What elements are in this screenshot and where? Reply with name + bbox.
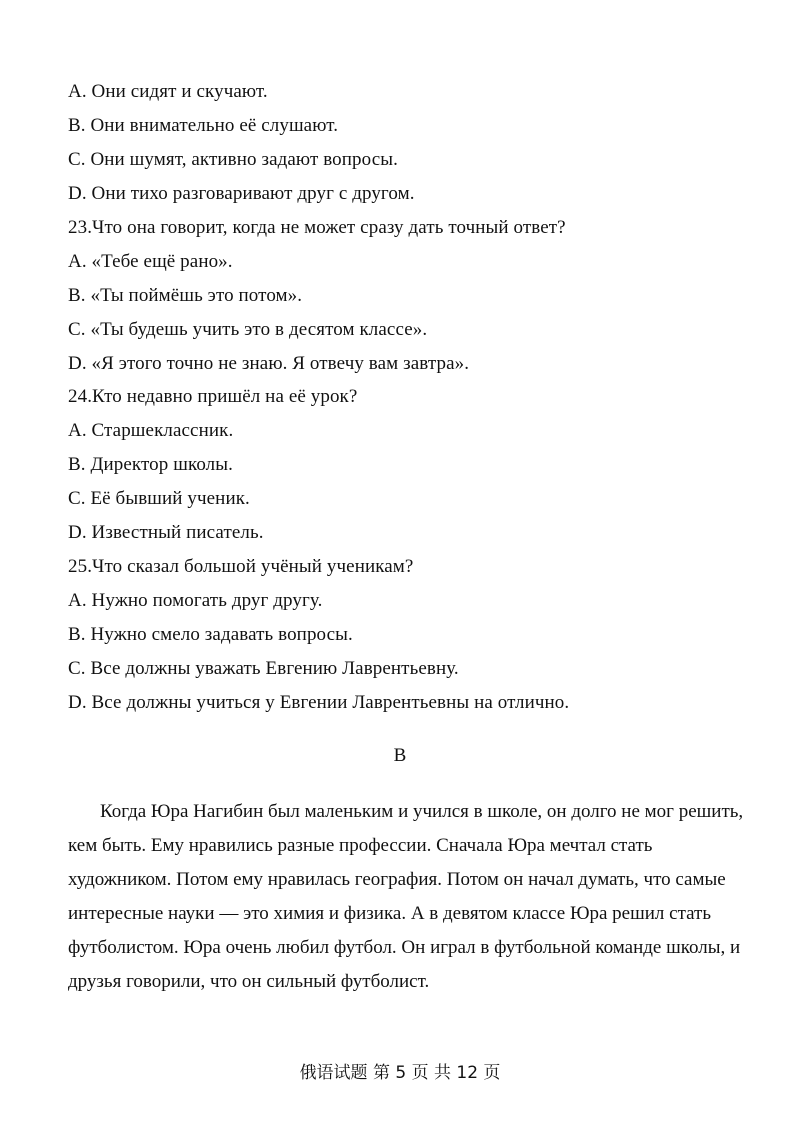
q25-option-d: D. Все должны учиться у Евгении Лаврентьевны на отлично. — [68, 692, 570, 713]
q25-question: 25.Что сказал большой учёный ученикам? — [68, 556, 414, 577]
q24-option-d: D. Известный писатель. — [68, 522, 264, 543]
q25-option-b: B. Нужно смело задавать вопросы. — [68, 624, 353, 645]
q23-option-a: A. «Тебе ещё рано». — [68, 251, 233, 272]
q25-option-c: C. Все должны уважать Евгению Лаврентьевну. — [68, 658, 459, 679]
page-footer: 俄语试题 第 5 页 共 12 页 — [299, 1063, 501, 1083]
passage-line: футболистом. Юра очень любил футбол. Он играл в футбольной команде школы, и — [68, 937, 741, 958]
q24-option-c: C. Её бывший ученик. — [68, 488, 250, 509]
section-b-heading: B — [393, 745, 407, 766]
q22-option-a: A. Они сидят и скучают. — [68, 81, 268, 102]
q24-question: 24.Кто недавно пришёл на её урок? — [68, 386, 358, 407]
q24-option-b: B. Директор школы. — [68, 454, 233, 475]
q22-option-c: C. Они шумят, активно задают вопросы. — [68, 149, 398, 170]
passage-line: кем быть. Ему нравились разные профессии. Сначала Юра мечтал стать — [68, 835, 653, 856]
q23-option-b: B. «Ты поймёшь это потом». — [68, 285, 303, 306]
passage-line: интересные науки — это химия и физика. А в девятом классе Юра решил стать — [68, 903, 712, 924]
passage-line: художником. Потом ему нравилась география. Потом он начал думать, что самые — [68, 869, 726, 890]
q23-option-c: C. «Ты будешь учить это в десятом классе». — [68, 319, 428, 340]
q22-option-b: B. Они внимательно её слушают. — [68, 115, 339, 136]
passage-line: друзья говорили, что он сильный футболист. — [68, 971, 430, 992]
q22-option-d: D. Они тихо разговаривают друг с другом. — [68, 183, 415, 204]
passage-line: Когда Юра Нагибин был маленьким и учился в школе, он долго не мог решить, — [100, 801, 744, 822]
q23-question: 23.Что она говорит, когда не может сразу дать точный ответ? — [68, 217, 566, 238]
q23-option-d: D. «Я этого точно не знаю. Я отвечу вам завтра». — [68, 353, 470, 374]
q25-option-a: A. Нужно помогать друг другу. — [68, 590, 323, 611]
q24-option-a: A. Старшеклассник. — [68, 420, 234, 441]
